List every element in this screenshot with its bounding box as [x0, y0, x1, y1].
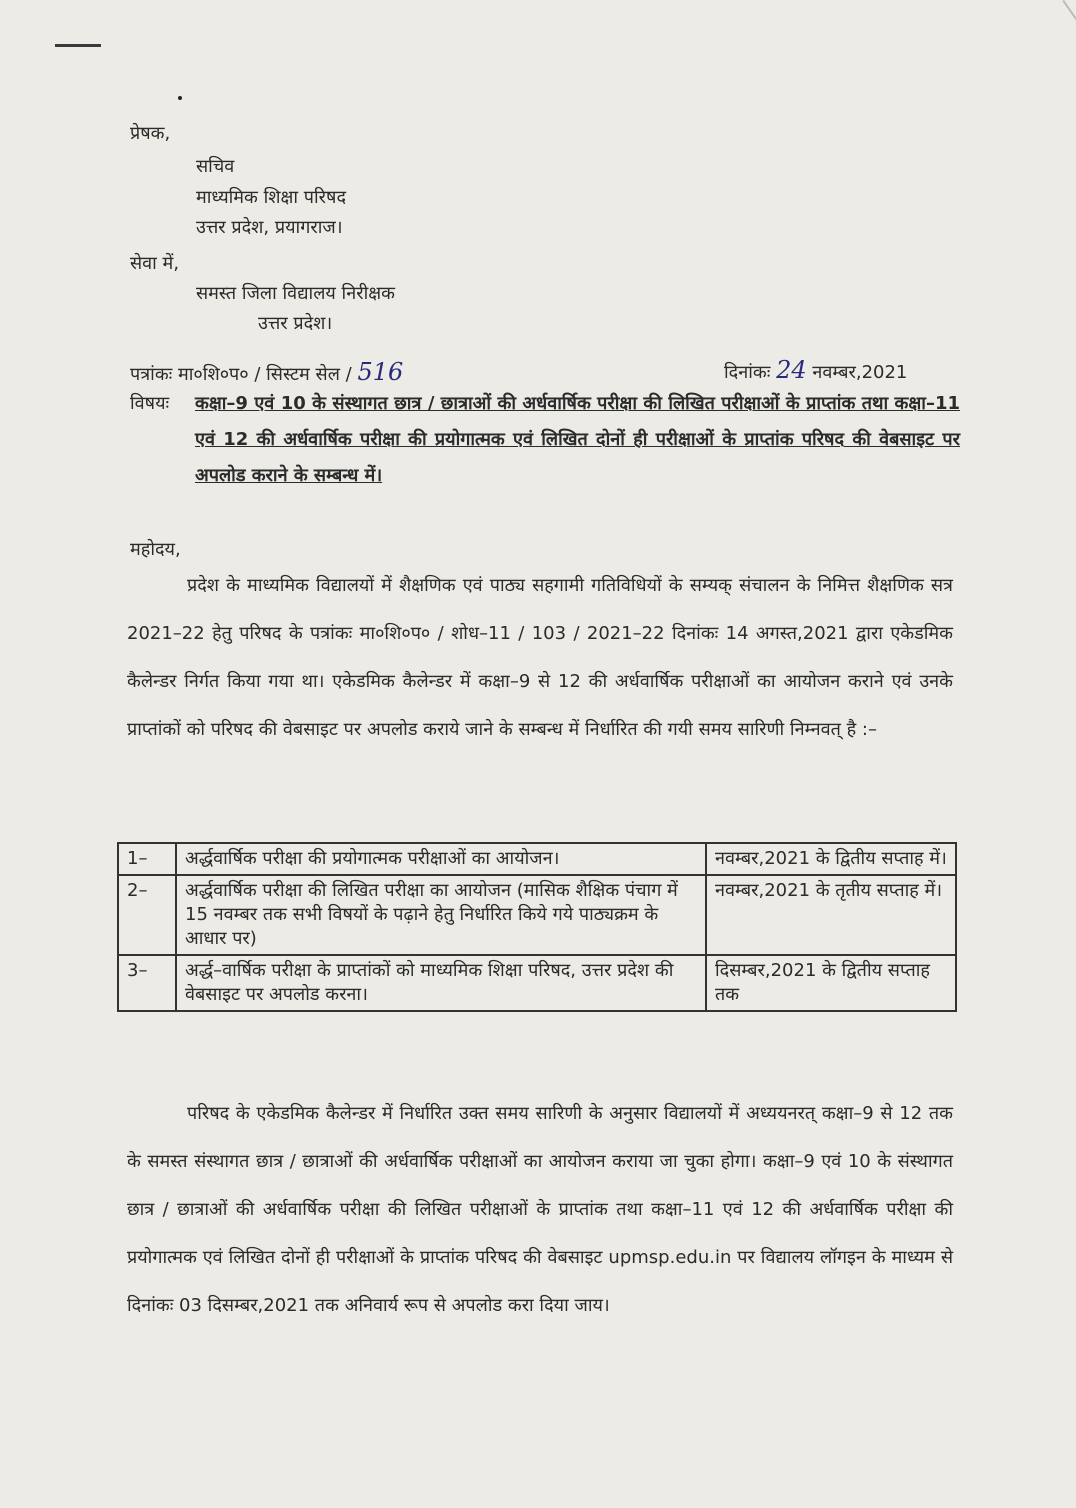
schedule-table: [117, 842, 957, 1012]
recipient-line-1: समस्त जिला विद्यालय निरीक्षक: [196, 283, 395, 304]
sender-line-2: माध्यमिक शिक्षा परिषद: [196, 187, 347, 208]
row-number: 1–: [118, 843, 176, 875]
paragraph-1: प्रदेश के माध्यमिक विद्यालयों में शैक्षणिक एवं पाठ्य सहगामी गतिविधियों के सम्यक् संचालन के निमित्त शैक्षणिक सत्र 2021–22 हेतु परिषद के पत्रांकः मा०शि०प० / शोध–11 / 103 / 2021–22 दिनांकः 14 अगस्त,2021 द्वारा एकेडमिक कैलेन्डर निर्गत किया गया था। एकेडमिक कैलेन्डर में कक्षा–9 से 12 की अर्धवार्षिक परीक्षाओं का आयोजन कराने एवं उनके प्राप्तांकों को परिषद की वेबसाइट पर अपलोड कराये जाने के सम्बन्ध में निर्धारित की गयी समय सारिणी निम्नवत् है :–: [127, 575, 953, 740]
table-row: [118, 843, 956, 875]
row-when: नवम्बर,2021 के तृतीय सप्ताह में।: [706, 875, 956, 955]
recipient-line-2: उत्तर प्रदेश।: [258, 313, 333, 334]
table-row: [118, 875, 956, 955]
row-task: अर्द्धवार्षिक परीक्षा की प्रयोगात्मक परीक्षाओं का आयोजन।: [176, 843, 706, 875]
date-prefix: दिनांकः: [724, 362, 771, 383]
row-number: 3–: [118, 955, 176, 1011]
paragraph-2: परिषद के एकेडमिक कैलेन्डर में निर्धारित उक्त समय सारिणी के अनुसार विद्यालयों में अध्ययनरत् कक्षा–9 से 12 तक के समस्त संस्थागत छात्र / छात्राओं की अर्धवार्षिक परीक्षाओं का आयोजन कराया जा चुका होगा। कक्षा–9 एवं 10 के संस्थागत छात्र / छात्राओं की अर्धवार्षिक परीक्षा की लिखित परीक्षाओं के प्राप्तांक तथा कक्षा–11 एवं 12 की अर्धवार्षिक परीक्षा की प्रयोगात्मक एवं लिखित दोनों ही परीक्षाओं के प्राप्तांक परिषद की वेबसाइट upmsp.edu.in पर विद्यालय लॉगइन के माध्यम से दिनांकः 03 दिसम्बर,2021 तक अनिवार्य रूप से अपलोड करा दिया जाय।: [127, 1103, 953, 1316]
sender-line-1: सचिव: [196, 156, 235, 177]
sender-line-3: उत्तर प्रदेश, प्रयागराज।: [196, 217, 343, 238]
salutation: महोदय,: [130, 539, 181, 560]
date-line: [724, 358, 907, 385]
table-row: [118, 955, 956, 1011]
page-corner-fold: [1038, 0, 1076, 43]
reference-number: 516: [357, 358, 404, 386]
subject-text: कक्षा–9 एवं 10 के संस्थागत छात्र / छात्राओं की अर्धवार्षिक परीक्षा की लिखित परीक्षाओं के प्राप्तांक तथा कक्षा–11 एवं 12 की अर्धवार्षिक परीक्षा की प्रयोगात्मक एवं लिखित दोनों ही परीक्षाओं के प्राप्तांक परिषद की वेबसाइट पर अपलोड कराने के सम्बन्ध में।: [195, 393, 960, 486]
sender-label: प्रेषक,: [130, 123, 171, 144]
date-day: 24: [776, 356, 807, 384]
row-task: अर्द्धवार्षिक परीक्षा की लिखित परीक्षा का आयोजन (मासिक शैक्षिक पंचाग में 15 नवम्बर तक सभी विषयों के पढ़ाने हेतु निर्धारित किये गये पाठ्यक्रम के आधार पर): [176, 875, 706, 955]
row-task: अर्द्ध–वार्षिक परीक्षा के प्राप्तांकों को माध्यमिक शिक्षा परिषद, उत्तर प्रदेश की वेबसाइट पर अपलोड करना।: [176, 955, 706, 1011]
ink-dot: [178, 96, 182, 100]
pen-mark: [55, 44, 101, 47]
row-when: दिसम्बर,2021 के द्वितीय सप्ताह तक: [706, 955, 956, 1011]
reference-line: [130, 360, 403, 387]
row-number: 2–: [118, 875, 176, 955]
reference-prefix: पत्रांकः मा०शि०प० / सिस्टम सेल /: [130, 364, 352, 385]
recipient-label: सेवा में,: [130, 253, 180, 274]
subject-label: विषयः: [130, 393, 170, 414]
date-rest: नवम्बर,2021: [812, 362, 908, 383]
row-when: नवम्बर,2021 के द्वितीय सप्ताह में।: [706, 843, 956, 875]
